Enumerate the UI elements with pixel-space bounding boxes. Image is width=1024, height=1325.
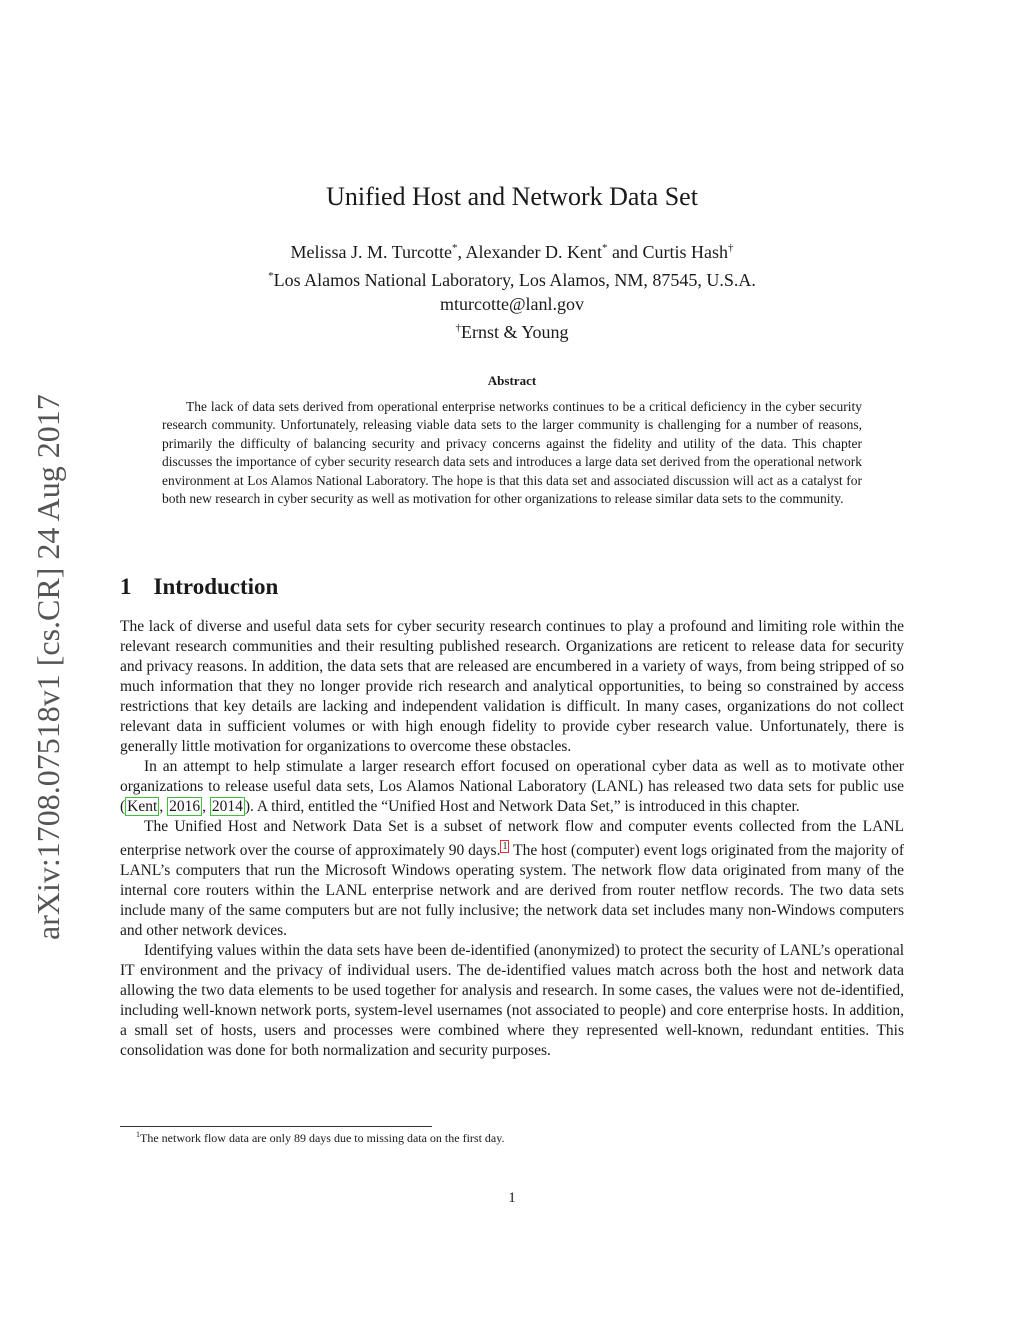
paragraph-1: The lack of diverse and useful data sets for cyber security research continues to play a profound and limiting role within the relevant research communities and their resulting published research. Organizations are reticent to release data for security and privacy reasons. In addition, the data sets that are released are encumbered in a variety of ways, from being stripped of so much information that they no longer provide rich research and analytical opportunities, to being so constrained by access restrictions that key details are lacking and independent validation is difficult. In many cases, organizations do not collect relevant data in sufficient volumes or with high enough fidelity to provide cyber research value. Unfortunately, there is generally little motivation for organizations to overcome these obstacles. xyxy=(120,618,904,755)
affiliation-lanl-text: Los Alamos National Laboratory, Los Alamos, NM, 87545, U.S.A. xyxy=(273,270,756,290)
affiliation-mark: * xyxy=(268,270,274,282)
footnote-reference[interactable]: 1 xyxy=(502,841,508,852)
section-heading xyxy=(120,574,278,600)
section-title: Introduction xyxy=(153,574,279,599)
paragraph-2-text: In an attempt to help stimulate a larger research effort focused on operational cyber data as well as to motivate other organizations to release useful data sets, Los Alamos National Laboratory (LANL) has released two data sets for public use ( xyxy=(120,758,904,815)
author-turcotte: Melissa J. M. Turcotte xyxy=(290,242,453,262)
abstract-text: The lack of data sets derived from operational enterprise networks continues to be a critical deficiency in the cyber security research community. Unfortunately, releasing viable data sets to the larger community is challenging for a number of reasons, primarily the difficulty of balancing security and privacy concerns against the fidelity and utility of the data. This chapter discusses the importance of cyber security research data sets and introduces a large data set derived from the operational network environment at Los Alamos National Laboratory. The hope is that this data set and associated discussion will act as a catalyst for both new research in cyber security as well as motivation for other organizations to release similar data sets to the community. xyxy=(162,399,862,507)
citation-separator: , xyxy=(159,798,168,815)
footnote-mark: 1 xyxy=(136,1130,140,1139)
author-email[interactable]: mturcotte@lanl.gov xyxy=(439,294,585,314)
affiliation-ey xyxy=(0,316,1024,344)
paragraph-2-text-end: ). A third, entitled the “Unified Host and Network Data Set,” is introduced in this chapter. xyxy=(244,798,800,815)
citation-kent[interactable]: Kent xyxy=(127,798,158,815)
affiliation-mark: * xyxy=(452,242,458,254)
paper-title: Unified Host and Network Data Set xyxy=(326,182,698,211)
citation-separator: , xyxy=(202,798,210,815)
arxiv-identifier: arXiv:1708.07518v1 [cs.CR] 24 Aug 2017 xyxy=(30,394,66,940)
affiliation-ey-text: Ernst & Young xyxy=(460,322,569,342)
citation-2016[interactable]: 2016 xyxy=(169,798,201,815)
author-line xyxy=(0,236,1024,264)
author-hash: and Curtis Hash xyxy=(607,242,728,262)
affiliation-lanl xyxy=(0,264,1024,292)
footnote xyxy=(136,1130,896,1146)
page-number: 1 xyxy=(508,1190,516,1206)
author-kent: , Alexander D. Kent xyxy=(457,242,602,262)
section-body xyxy=(120,617,904,1061)
paragraph-2 xyxy=(120,757,904,817)
paragraph-4: Identifying values within the data sets have been de-identified (anonymized) to protect the security of LANL’s operational IT environment and the privacy of individual users. The de-identified values match across both the host and network data allowing the two data elements to be used together for analysis and research. In some cases, the values were not de-identified, including well-known network ports, system-level usernames (not associated to people) and core enterprise hosts. In addition, a small set of hosts, users and processes were combined where they represented well-known, redundant entities. This consolidation was done for both normalization and security purposes. xyxy=(120,942,904,1060)
affiliation-mark: * xyxy=(602,242,608,254)
footnote-text: The network flow data are only 89 days due to missing data on the first day. xyxy=(140,1131,505,1145)
citation-2014[interactable]: 2014 xyxy=(211,798,243,815)
abstract-heading: Abstract xyxy=(487,373,537,388)
affiliation-mark: † xyxy=(728,242,734,254)
paragraph-3-text: The Unified Host and Network Data Set is a subset of network flow and computer events collected from the LANL enterprise network over the course of approximately 90 days. xyxy=(120,818,904,860)
paragraph-3-text-end: The host (computer) event logs originated from the majority of LANL’s computers that run the Microsoft Windows operating system. The network flow data originated from many of the internal core routers within the LANL enterprise network and are derived from router netflow records. The two data sets include many of the same computers but are not fully inclusive; the network data set includes many non-Windows computers and other network devices. xyxy=(120,842,904,940)
affiliation-mark: † xyxy=(455,322,461,334)
paragraph-3 xyxy=(120,817,904,941)
section-number: 1 xyxy=(120,574,132,599)
footnote-divider xyxy=(120,1126,432,1127)
author-block xyxy=(0,236,1024,344)
